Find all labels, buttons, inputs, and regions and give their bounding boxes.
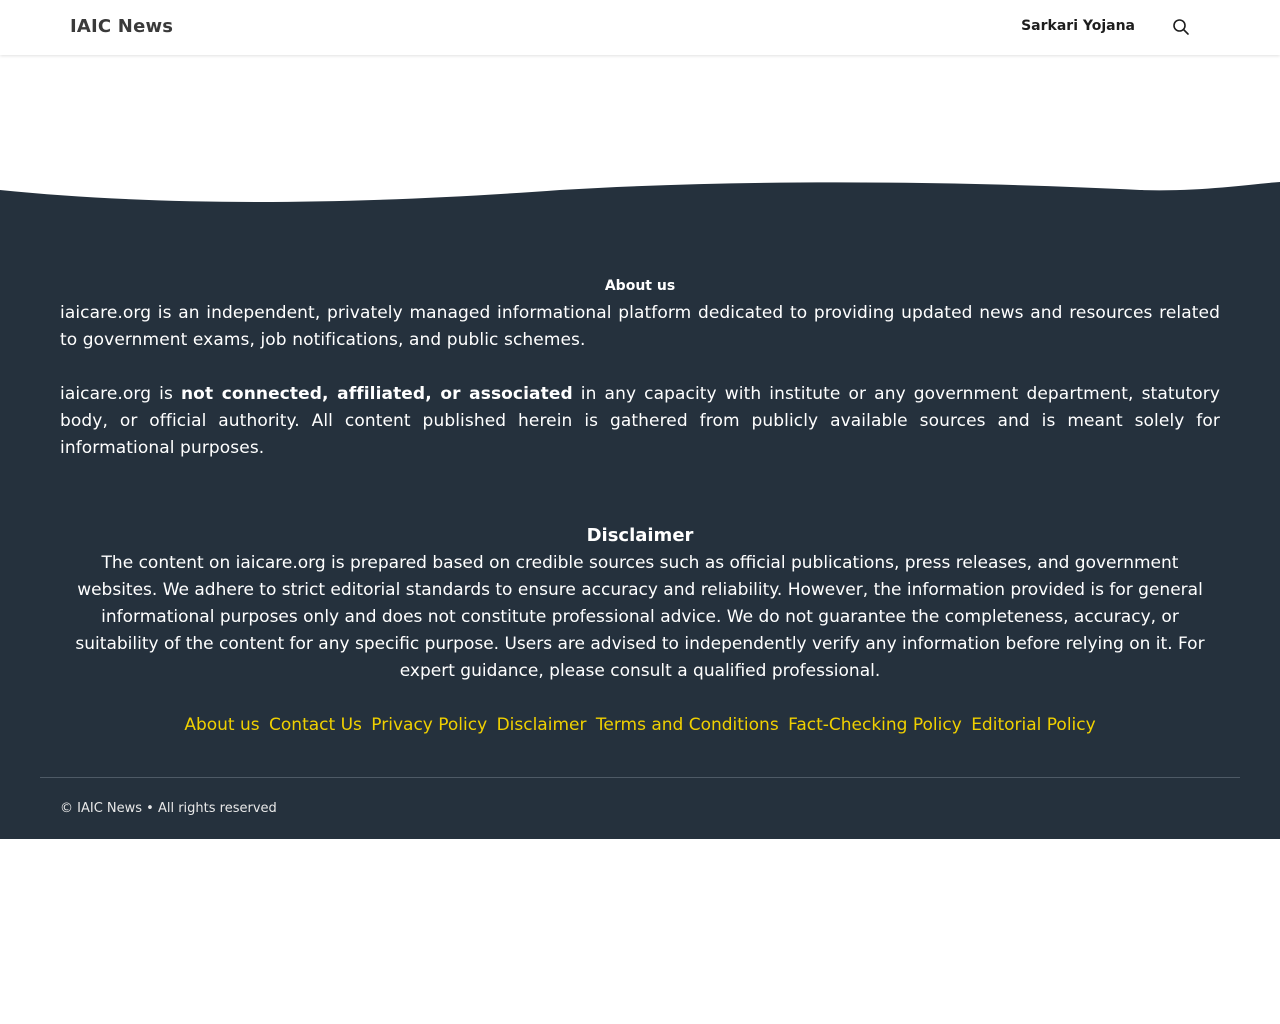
- copyright-text: © IAIC News • All rights reserved: [60, 801, 277, 816]
- disclaimer-text: The content on iaicare.org is prepared based on credible sources such as official publications, press releases, and government websites. We adhere to strict editorial standards to ensure accuracy and reliability. However, the information provided is for general informational purposes only and does not constitute professional advice. We do not guarantee the completeness, accuracy, or suitability of the content for any specific purpose. Users are advised to independently verify any information before relying on it. For expert guidance, please consult a qualified professional.: [75, 553, 1205, 681]
- about-paragraph-2-prefix: iaicare.org is: [60, 384, 181, 404]
- footer-link-privacy-policy[interactable]: Privacy Policy: [371, 715, 488, 735]
- footer-link-disclaimer[interactable]: Disclaimer: [496, 715, 587, 735]
- footer-link-fact-checking-policy[interactable]: Fact-Checking Policy: [788, 715, 962, 735]
- footer-divider: [40, 777, 1240, 778]
- footer-link-about-us[interactable]: About us: [184, 715, 260, 735]
- site-footer: [0, 206, 1280, 839]
- disclaimer-section: [60, 522, 1220, 685]
- about-section: [60, 276, 1220, 462]
- footer-links: [40, 712, 1240, 739]
- about-title: About us: [604, 278, 676, 294]
- about-paragraph-2: [60, 381, 1220, 462]
- footer-link-editorial-policy[interactable]: Editorial Policy: [971, 715, 1096, 735]
- about-paragraph-2-emphasis: not connected, affiliated, or associated: [180, 384, 573, 404]
- search-icon[interactable]: [1172, 18, 1192, 38]
- disclaimer-title: Disclaimer: [586, 525, 694, 546]
- footer-link-terms-and-conditions[interactable]: Terms and Conditions: [595, 715, 779, 735]
- site-header: [0, 0, 1280, 55]
- footer-link-contact-us[interactable]: Contact Us: [269, 715, 362, 735]
- about-paragraph-1: iaicare.org is an independent, privately managed informational platform dedicated to providing updated news and resources related to government exams, job notifications, and public schemes.: [60, 303, 1220, 350]
- nav-item-sarkari-yojana[interactable]: Sarkari Yojana: [1021, 18, 1135, 34]
- about-paragraph-2-suffix: in any capacity with institute or any government department, statutory body, or official authority. All content published herein is gathered from publicly available sources and is meant solely for informational purposes.: [60, 384, 1220, 458]
- site-logo[interactable]: IAIC News: [70, 16, 174, 37]
